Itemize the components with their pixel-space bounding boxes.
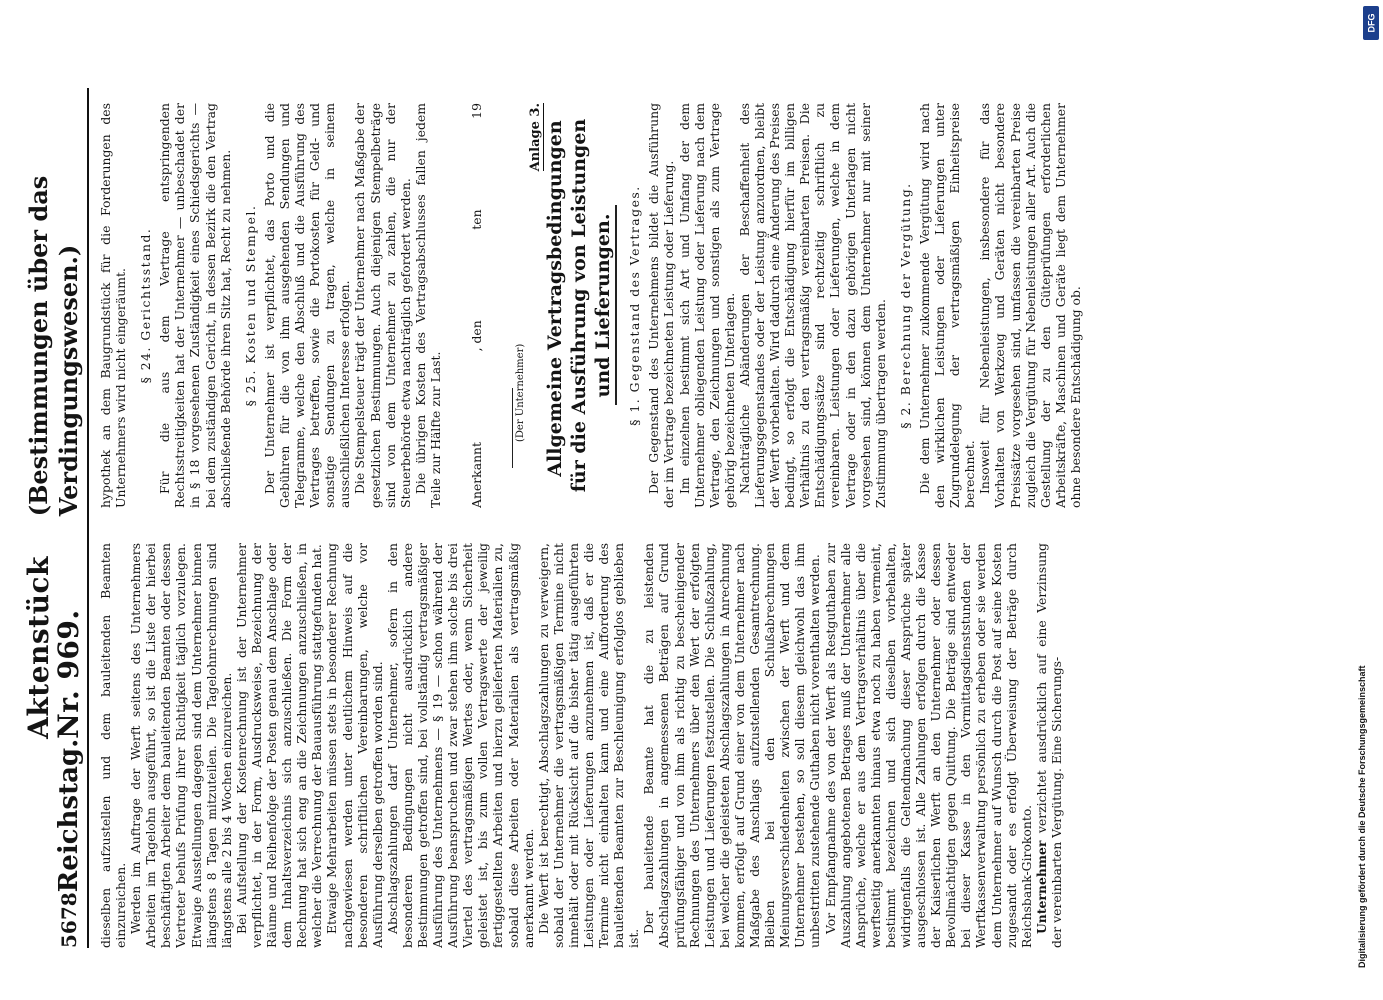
paragraph-text: Die Werft ist berechtigt, Abschlagszahlungen zu verweigern, sobald der Unternehmer die vertragsmäßigen Termine nicht innehält oder mit Rücksicht auf die bisher tätig ausgeführten Leistungen oder Lieferungen anzunehmen ist, daß er die Termine nicht einhalten kann und eine Aufforderung des bauleitenden Beamten zur Beschleunigung erfolglos geblieben ist. [535, 543, 642, 948]
section-heading: § 25. Kosten und Stempel. [242, 204, 258, 407]
paragraph: Die dem Unternehmer zukommende Vergütung wird nach den wirklichen Leistungen oder Lieferungen unter Zugrundelegung der vertragsmäßigen Einheitspreise berechnet. [916, 103, 978, 508]
section-heading: § 2. Berechnung der Vergütung. [897, 182, 913, 429]
paragraph-text: dieselben aufzustellen und dem bauleitenden Beamten einzureichen. [98, 543, 129, 948]
dfg-logo-text: DFG [1366, 13, 1376, 33]
paragraph [324, 543, 384, 948]
paragraph: Der Gegenstand des Unternehmens bildet die Ausführung der im Vertrage bezeichneten Leistung oder Lieferung. [646, 103, 677, 508]
paragraph-text: Bei Aufstellung der Kostenrechnung ist der Unternehmer verpflichtet, in der Form, Ausdrucksweise, Bezeichnung der Räume und Reihenfolge der Posten genau dem Anschlage oder dem Inhaltsverzeichnis sich anzuschließen. Die Form der Rechnung hat sich eng an die Zeichnungen anzuschließen, in welcher die Verrechnung der Bauausführung stattgefunden hat. [233, 543, 325, 948]
paragraph: Im einzelnen bestimmt sich Art und Umfang der dem Unternehmer obliegenden Leistung oder Lieferung nach dem Vertrage, den Zeichnungen und sonstigen als zum Vertrage gehörig bezeichneten Unterlagen. [676, 103, 737, 508]
header-subject: (Bestimmungen über das Verdingungswesen.) [24, 175, 83, 517]
section-heading: § 24. Gerichtsstand. [138, 227, 154, 384]
paragraph-text: Der bauleitende Beamte hat die zu leistenden Abschlagszahlungen in angemessenen Beträgen auf Grund prüfungsfähiger und von ihm als richtig zu bescheinigender Rechnungen des Unternehmers über den Wert der erfolgten Leistungen und Lieferungen festzustellen. Die Schlußzahlung, bei welcher die geleisteten Abschlagszahlungen in Anrechnung kommen, erfolgt auf Grund einer von dem Unternehmer nach Maßgabe des Anschlags aufzustellenden Gesamtrechnung. Bleiben bei den Schlußabrechnungen Meinungsverschiedenheiten zwischen der Werft und dem Unternehmer bestehen, so soll diesem gleichwohl das ihm unbestritten zustehende Guthaben nicht vorenthalten werden. [641, 543, 823, 948]
sign-place: Anerkannt [468, 441, 484, 508]
sign-year: 19 [468, 103, 484, 119]
paragraph [98, 543, 128, 948]
credit-text: Digitalisierung gefördert durch die Deutsche Forschungsgemeinschaft [1357, 665, 1367, 968]
annex-title: Allgemeine Vertragsbedingungen für die Ausführung von Leistungen und Lieferungen. [544, 118, 615, 493]
header-body: Reichstag. [54, 738, 84, 893]
paragraph-text: Werden im Auftrage der Werft seitens des Unternehmers Arbeiten im Tagelohn ausgeführt, so ist die Liste der hierbei beschäftigten Arbeiter dem bauleitenden Beamten oder dessen Vertreter behufs Prüfung ihrer Richtigkeit täglich vorzulegen. Etwaige Ausstellungen dagegen sind dem Unternehmer binnen längstens 8 Tagen mitzuteilen. Die Tagelohnrechnungen sind längstens alle 2 bis 4 Wochen einzureichen. [128, 543, 234, 948]
paragraph [234, 543, 325, 948]
paragraph [823, 543, 1034, 948]
section-heading: § 1. Gegenstand des Vertrages. [627, 185, 643, 426]
paragraph-text: verzichtet ausdrücklich auf eine Verzinsung der vereinbarten Vergütung. Eine Sicherungs- [1033, 543, 1064, 948]
sign-ten: ten [468, 209, 484, 230]
right-column [98, 103, 1338, 508]
signature-rule [498, 388, 513, 468]
page-number: 5678 [57, 892, 81, 948]
paragraph-text: Vor Empfangnahme des von der Werft als Restguthaben zur Auszahlung angebotenen Betrages muß der Unternehmer alle Ansprüche, welche er aus dem Vertragsverhältnis über die werftseitig anerkannten hinaus etwa noch zu haben vermeint, bestimmt bezeichnen und sich dieselben vorbehalten, widrigenfalls die Geltendmachung dieser Ansprüche später ausgeschlossen ist. Alle Zahlungen erfolgen durch die Kasse der Kaiserlichen Werft an den Unternehmer oder dessen Bevollmächtigten gegen Quittung. Die Beträge sind entweder bei dieser Kasse in den Vormittagsdienststunden der Werftkassenverwaltung persönlich zu erheben oder sie werden dem Unternehmer auf Wunsch durch die Post auf seine Kosten zugesandt oder es erfolgt Überweisung der Beträge durch Reichsbank-Girokonto. [822, 543, 1034, 948]
signature-line [469, 103, 484, 508]
bold-lead: Unternehmer [1033, 840, 1049, 934]
sign-den: , den [468, 320, 484, 352]
dfg-logo [1363, 6, 1379, 40]
paragraph [385, 543, 536, 948]
paragraph: Nachträgliche Abänderungen der Beschaffenheit des Lieferungsgegenstandes oder der Leistung anzuordnen, bleibt der Werft vorbehalten. Wird dadurch eine Änderung des Preises bedingt, so erfolgt die Entschädigung hierfür im billigen Verhältnis zu den vertragsmäßig vereinbarten Preisen. Die Entschädigungssätze sind rechtzeitig schriftlich zu vereinbaren. Leistungen oder Lieferungen, welche in dem Vertrage oder in den dazu gehörigen Unterlagen nicht vorgesehen sind, können dem Unternehmer nur mit seiner Zustimmung übertragen werden. [736, 103, 888, 508]
paragraph: Die Stempelsteuer trägt der Unternehmer nach Maßgabe der gesetzlichen Bestimmungen. Auch diejenigen Stempelbeträge sind von dem Unternehmer zu zahlen, die nur der Steuerbehörde etwa nachträglich gefordert werden. [352, 103, 413, 508]
page-content [22, 88, 1350, 948]
paragraph [641, 543, 822, 948]
paragraph [1034, 543, 1064, 948]
annex-label [528, 103, 543, 508]
paragraph: Für die aus dem Vertrage entspringenden Rechtsstreitigkeiten hat der Unternehmer — unbeschadet der in § 18 vorgesehenen Zuständigkeit eines Schiedsgerichts — bei dem zuständigen Gericht, in dessen Bezirk die den Vertrag abschließende Behörde ihren Sitz hat, Recht zu nehmen. [157, 103, 233, 508]
annex-text: Anlage 3. [528, 103, 544, 172]
paragraph-text: Etwaige Mehrarbeiten müssen stets in besonderer Rechnung nachgewiesen werden unter deutlichem Hinweis auf die besonderen schriftlichen Vereinbarungen, welche vor Ausführung derselben getroffen worden sind. [324, 543, 385, 948]
divider [615, 206, 617, 406]
paragraph: Der Unternehmer ist verpflichtet, das Porto und die Gebühren für die von ihm ausgehenden Sendungen und Telegramme, welche den Abschluß und die Ausführung des Vertrages betreffen, sowie die Portokosten für Geld- und sonstige Sendungen zu tragen, welche in seinem ausschließlichen Interesse erfolgen. [261, 103, 353, 508]
paragraph-text: Abschlagszahlungen darf Unternehmer, sofern in den besonderen Bedingungen nicht ausdrücklich andere Bestimmungen getroffen sind, bei vollständig vertragsmäßiger Ausführung des Unternehmens — § 19 — schon während der Ausführung beanspruchen und zwar stehen ihm solche bis drei Viertel des vertragsmäßigen Wertes oder, wenn Sicherheit geleistet ist, bis zum vollen Vertragswerte der jeweilig fertiggestellten Arbeiten und hierzu gelieferten Materialien zu, sobald diese Arbeiten oder Materialien als vertragsmäßig anerkannt werden. [384, 543, 536, 948]
paragraph: Insoweit für Nebenleistungen, insbesondere für das Vorhalten von Werkzeug und Geräten nicht besondere Preissätze vorgesehen sind, umfassen die vereinbarten Preise zugleich die Vergütung für Nebenleistungen aller Art. Auch die Gestellung der zu den Güteprüfungen erforderlichen Arbeitskräfte, Maschinen und Geräte liegt dem Unternehmer ohne besondere Entschädigung ob. [977, 103, 1083, 508]
signature-label: (Der Unternehmer) [515, 343, 527, 442]
page-header [22, 88, 89, 948]
paragraph [536, 543, 642, 948]
left-column [98, 543, 1338, 948]
header-document: Aktenstück Nr. 969. [22, 556, 85, 739]
paragraph: hypothek an dem Baugrundstück für die Forderungen des Unternehmers wird nicht eingeräumt. [98, 103, 129, 508]
paragraph: Die übrigen Kosten des Vertragsabschlusses fallen jedem Teile zur Hälfte zur Last. [412, 103, 443, 508]
digitization-credit [1346, 2, 1376, 998]
paragraph [128, 543, 234, 948]
